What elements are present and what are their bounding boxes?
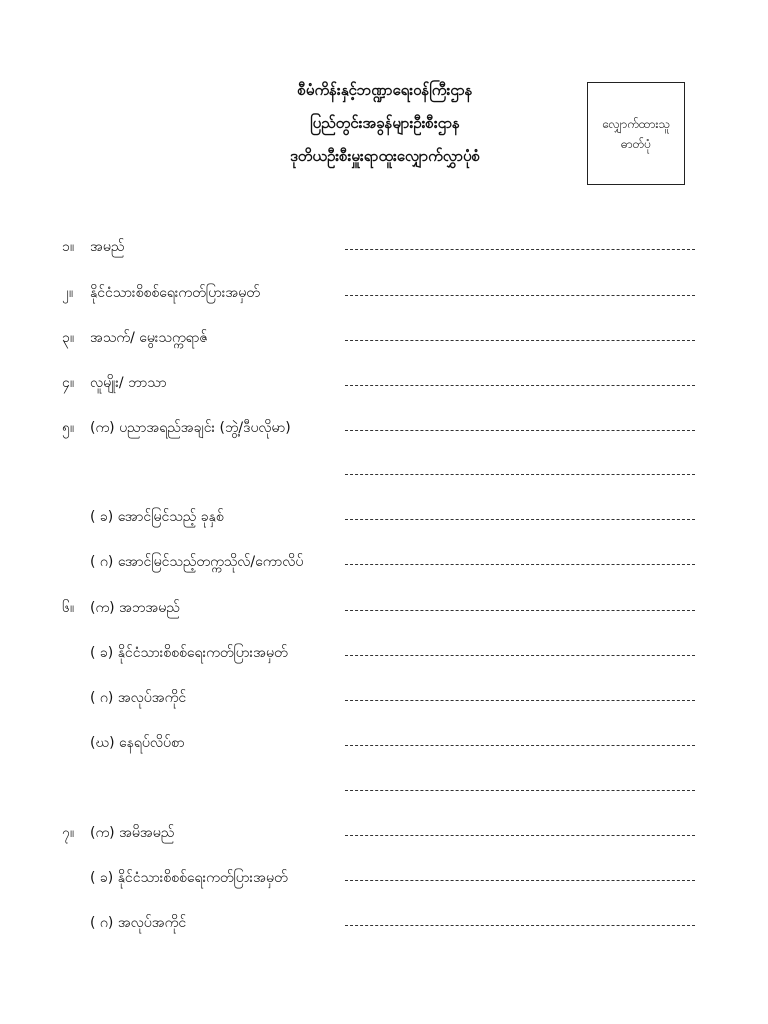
field-label: ( ခ) အောင်မြင်သည့် ခုနှစ် [90,509,224,525]
fill-in-line[interactable] [345,655,695,656]
field-row-father-address-cont [0,774,768,802]
field-label: အမည် [90,239,125,255]
form-title: ဒုတိယဦးစီးမှူးရာထူးလျှောက်လွှာပုံစံ [289,147,481,165]
field-number: ၆။ [62,600,75,616]
form-header [200,74,570,173]
field-label: ( ခ) နိုင်ငံသားစိစစ်ရေးကတ်ပြားအမှတ် [90,870,288,886]
applicant-photo-box[interactable] [587,82,685,185]
fill-in-line[interactable] [345,295,695,296]
field-number: ၇။ [62,825,75,841]
fill-in-line[interactable] [345,385,695,386]
field-row-father-nrc [0,639,768,667]
photo-box-label-line1: လျှောက်ထားသူ [602,116,670,131]
field-label: ( ခ) နိုင်ငံသားစိစစ်ရေးကတ်ပြားအမှတ် [90,645,288,661]
field-row-father-name [0,594,768,622]
field-row-mother-occupation [0,909,768,937]
field-number: ၁။ [62,239,75,255]
department-title: ပြည်တွင်းအခွန်များဦးစီးဌာန [310,114,460,132]
fill-in-line[interactable] [345,340,695,341]
field-number: ၃။ [62,330,75,346]
field-label: (ဃ) နေရပ်လိပ်စာ [90,735,185,751]
fill-in-line[interactable] [345,564,695,565]
field-label: (က) အမိအမည် [90,825,175,841]
fill-in-line[interactable] [345,835,695,836]
field-row-race-religion [0,369,768,397]
field-label: ( ဂ) အောင်မြင်သည့်တက္ကသိုလ်/ကောလိပ် [90,554,304,570]
field-row-father-address [0,729,768,757]
field-row-mother-name [0,819,768,847]
field-label: လူမျိုး/ ဘာသာ [90,375,167,391]
field-row-age [0,324,768,352]
fill-in-line[interactable] [345,925,695,926]
fill-in-line[interactable] [345,430,695,431]
field-row-name [0,233,768,261]
photo-box-label-line2: ဓာတ်ပုံ [620,136,652,151]
field-label: (က) ပညာအရည်အချင်း (ဘွဲ့/ဒီပလိုမာ) [90,420,291,436]
field-label: (က) အဘအမည် [90,600,180,616]
field-row-education-cont [0,458,768,486]
fill-in-line[interactable] [345,249,695,250]
field-row-pass-year [0,503,768,531]
field-row-university [0,548,768,576]
fill-in-line[interactable] [345,790,695,791]
field-label: နိုင်ငံသားစိစစ်ရေးကတ်ပြားအမှတ် [90,285,260,301]
fill-in-line[interactable] [345,474,695,475]
field-label: ( ဂ) အလုပ်အကိုင် [90,915,187,931]
ministry-title: စီမံကိန်းနှင့်ဘဏ္ဍာရေးဝန်ကြီးဌာန [297,81,473,99]
fill-in-line[interactable] [345,745,695,746]
fill-in-line[interactable] [345,880,695,881]
field-label: ( ဂ) အလုပ်အကိုင် [90,690,187,706]
field-row-father-occupation [0,684,768,712]
fill-in-line[interactable] [345,700,695,701]
field-row-nrc [0,279,768,307]
field-label: အသက်/ မွေးသက္ကရာဇ် [90,330,208,346]
fill-in-line[interactable] [345,519,695,520]
field-number: ၅။ [62,420,75,436]
fill-in-line[interactable] [345,610,695,611]
field-number: ၂။ [62,285,74,301]
field-row-mother-nrc [0,864,768,892]
field-row-education [0,414,768,442]
field-number: ၄။ [62,375,75,391]
